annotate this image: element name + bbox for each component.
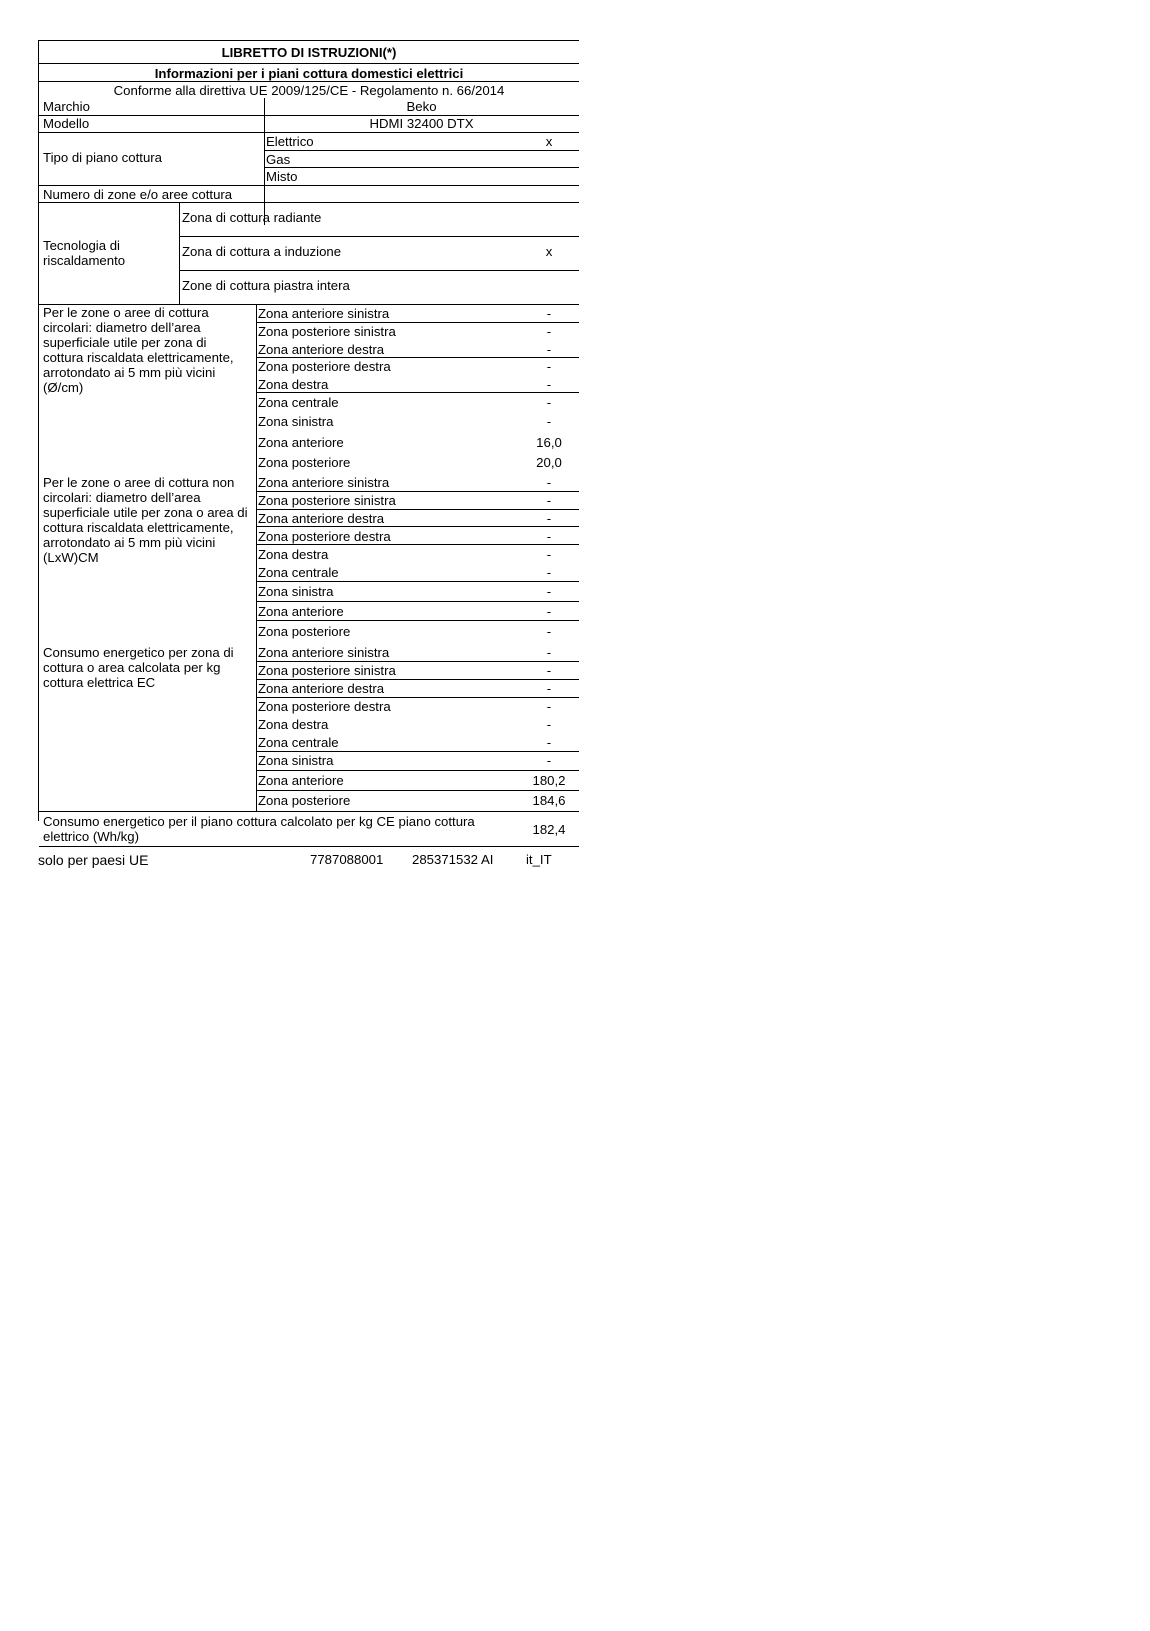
non-circular-zone-value: - bbox=[546, 565, 552, 580]
energy-zone-value: - bbox=[546, 735, 552, 750]
model-value: HDMI 32400 DTX bbox=[369, 116, 474, 131]
subtitle-row bbox=[39, 63, 579, 82]
conformity-row bbox=[39, 81, 579, 99]
circular-zone-name: Zona anteriore sinistra bbox=[258, 306, 390, 321]
footer-note: solo per paesi UE bbox=[38, 852, 149, 868]
energy-zone-value: 180,2 bbox=[532, 773, 566, 788]
circular-zone-value: - bbox=[546, 395, 552, 410]
energy-zone-value: - bbox=[546, 645, 552, 660]
hob-type-gas: Gas bbox=[266, 152, 291, 167]
energy-zone-value: - bbox=[546, 753, 552, 768]
footer-code-1: 7787088001 bbox=[310, 852, 384, 867]
circular-zone-name: Zona anteriore bbox=[258, 435, 344, 450]
energy-zone-name: Zona anteriore destra bbox=[258, 681, 385, 696]
non-circular-zone-name: Zona posteriore sinistra bbox=[258, 493, 396, 508]
energy-zone-value: - bbox=[546, 717, 552, 732]
circular-zone-name: Zona posteriore sinistra bbox=[258, 324, 396, 339]
circular-zone-value: - bbox=[546, 342, 552, 357]
model-label: Modello bbox=[43, 116, 90, 131]
non-circular-zones-label: Per le zone o aree di cottura non circolari: diametro dell’area superficiale utile per zona o area di cottura riscaldata elettricamente, arrotondato ai 5 mm più vicini (LxW)CM bbox=[43, 475, 248, 565]
circular-zone-name: Zona posteriore bbox=[258, 455, 351, 470]
energy-zone-value: - bbox=[546, 663, 552, 678]
circular-zone-name: Zona anteriore destra bbox=[258, 342, 385, 357]
hob-type-label: Tipo di piano cottura bbox=[43, 150, 163, 165]
document-subtitle: Informazioni per i piani cottura domestici elettrici bbox=[154, 66, 464, 81]
non-circular-zone-name: Zona posteriore bbox=[258, 624, 351, 639]
non-circular-zone-value: - bbox=[546, 604, 552, 619]
heating-tech-radiant: Zona di cottura radiante bbox=[182, 210, 322, 225]
non-circular-zone-value: - bbox=[546, 475, 552, 490]
non-circular-zone-value: - bbox=[546, 493, 552, 508]
circular-zone-value: - bbox=[546, 359, 552, 374]
circular-zone-value: - bbox=[546, 306, 552, 321]
non-circular-zone-name: Zona anteriore bbox=[258, 604, 344, 619]
document-title: LIBRETTO DI ISTRUZIONI(*) bbox=[221, 45, 397, 60]
energy-zone-name: Zona posteriore destra bbox=[258, 699, 391, 714]
energy-zone-name: Zona destra bbox=[258, 717, 329, 732]
hob-type-electric: Elettrico bbox=[266, 134, 314, 149]
heating-tech-label: Tecnologia di riscaldamento bbox=[43, 238, 126, 268]
energy-zone-value: - bbox=[546, 699, 552, 714]
hob-type-electric-mark: x bbox=[545, 134, 553, 149]
circular-zone-value: - bbox=[546, 414, 552, 429]
brand-row bbox=[39, 98, 579, 115]
energy-zone-name: Zona posteriore bbox=[258, 793, 351, 808]
circular-zone-value: 16,0 bbox=[536, 435, 562, 450]
zones-count-label: Numero di zone e/o aree cottura bbox=[43, 187, 233, 202]
circular-zone-name: Zona centrale bbox=[258, 395, 339, 410]
heating-tech-induction: Zona di cottura a induzione bbox=[182, 244, 342, 259]
footer-locale: it_IT bbox=[526, 852, 552, 867]
energy-zone-name: Zona anteriore sinistra bbox=[258, 645, 390, 660]
non-circular-zone-name: Zona anteriore sinistra bbox=[258, 475, 390, 490]
circular-zone-value: 20,0 bbox=[536, 455, 562, 470]
title-row bbox=[39, 40, 579, 64]
energy-zone-value: 184,6 bbox=[532, 793, 566, 808]
circular-zone-value: - bbox=[546, 324, 552, 339]
non-circular-zone-value: - bbox=[546, 624, 552, 639]
heating-tech-induction-mark: x bbox=[545, 244, 553, 259]
circular-zone-name: Zona sinistra bbox=[258, 414, 334, 429]
product-info-table bbox=[38, 40, 579, 844]
energy-zone-name: Zona anteriore bbox=[258, 773, 344, 788]
energy-total-label: Consumo energetico per il piano cottura calcolato per kg CE piano cottura elettrico (Wh/kg) bbox=[43, 814, 475, 844]
hob-type-mixed: Misto bbox=[266, 169, 298, 184]
energy-total-value: 182,4 bbox=[532, 822, 566, 837]
circular-zones-label: Per le zone o aree di cottura circolari: diametro dell’area superficiale utile per zona di cottura riscaldata elettricamente, arrotondato ai 5 mm più vicini (Ø/cm) bbox=[43, 305, 234, 395]
heating-tech-full-plate: Zone di cottura piastra intera bbox=[182, 278, 350, 293]
non-circular-zone-value: - bbox=[546, 511, 552, 526]
non-circular-zone-name: Zona centrale bbox=[258, 565, 339, 580]
model-row bbox=[39, 115, 579, 132]
energy-zone-name: Zona posteriore sinistra bbox=[258, 663, 396, 678]
non-circular-zone-value: - bbox=[546, 547, 552, 562]
non-circular-zone-name: Zona anteriore destra bbox=[258, 511, 385, 526]
conformity-text: Conforme alla direttiva UE 2009/125/CE - Regolamento n. 66/2014 bbox=[113, 83, 505, 98]
energy-zone-value: - bbox=[546, 681, 552, 696]
footer-code-2: 285371532 AI bbox=[412, 852, 494, 867]
non-circular-zone-name: Zona posteriore destra bbox=[258, 529, 391, 544]
non-circular-zone-name: Zona destra bbox=[258, 547, 329, 562]
non-circular-zone-value: - bbox=[546, 584, 552, 599]
energy-zone-name: Zona centrale bbox=[258, 735, 339, 750]
energy-zone-name: Zona sinistra bbox=[258, 753, 334, 768]
circular-zone-name: Zona posteriore destra bbox=[258, 359, 391, 374]
circular-zone-value: - bbox=[546, 377, 552, 392]
brand-value: Beko bbox=[406, 99, 437, 114]
non-circular-zone-name: Zona sinistra bbox=[258, 584, 334, 599]
energy-per-zone-label: Consumo energetico per zona di cottura o area calcolata per kg cottura elettrica EC bbox=[43, 645, 234, 690]
brand-label: Marchio bbox=[43, 99, 90, 114]
circular-zone-name: Zona destra bbox=[258, 377, 329, 392]
non-circular-zone-value: - bbox=[546, 529, 552, 544]
